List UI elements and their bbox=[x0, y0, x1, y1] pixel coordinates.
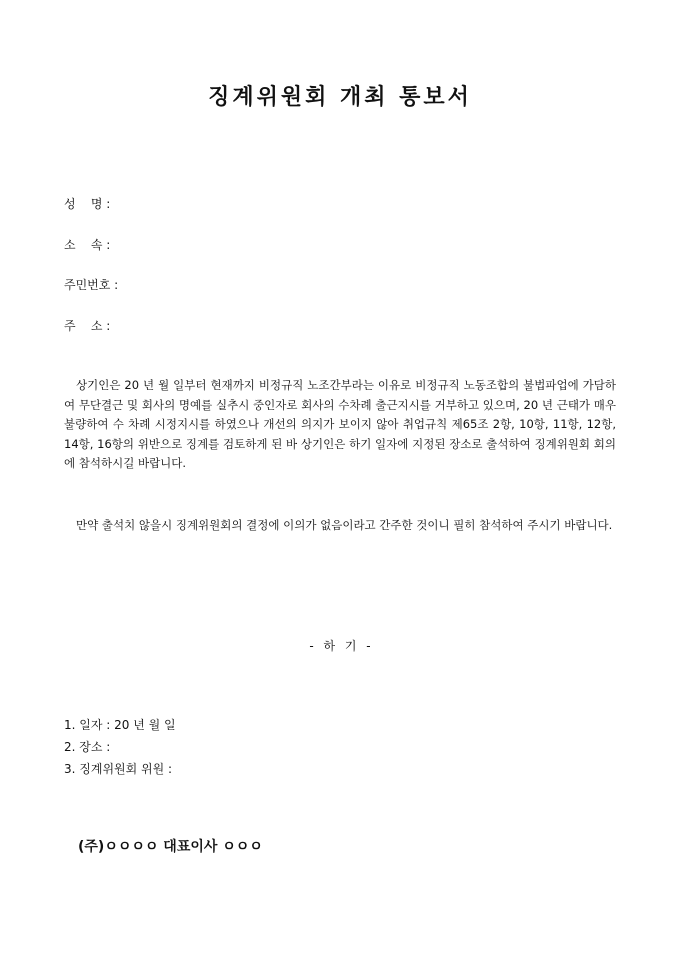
field-department-label: 소 속 : bbox=[64, 238, 111, 252]
field-department bbox=[64, 236, 120, 253]
body-paragraph-2: 만약 출석치 않을시 징계위원회의 결정에 이의가 없음이라고 간주한 것이니 필히 참석하여 주시기 바랍니다. bbox=[76, 518, 613, 532]
item-date: 1. 일자 : 20 년 월 일 bbox=[64, 718, 176, 732]
document-title: 징계위원회 개최 통보서 bbox=[208, 84, 472, 110]
signature: (주)ㅇㅇㅇㅇ 대표이사 ㅇㅇㅇ bbox=[78, 839, 263, 855]
field-name-label: 성 명 : bbox=[64, 197, 111, 211]
field-name bbox=[64, 195, 120, 212]
field-address bbox=[64, 317, 120, 334]
field-address-label: 주 소 : bbox=[64, 319, 111, 333]
body-paragraph-1: 상기인은 20 년 월 일부터 현재까지 비정규직 노조간부라는 이유로 비정규직 노동조합의 불법파업에 가담하여 무단결근 및 회사의 명예를 실추시 중인자로 회사의 수차례 출근지시를 거부하고 있으며, 20 년 근태가 매우 불량하여 수 차례 시정지시를 하였으나 개선의 의지가 보이지 않아 취업규칙 제65조 2항, 10항, 11항, 12항, 14항, 16항의 위반으로 징계를 검토하게 된 바 상기인은 하기 일자에 지정된 장소로 출석하여 징계위원회 회의에 참석하시길 바랍니다. bbox=[64, 378, 616, 470]
item-committee: 3. 징계위원회 위원 : bbox=[64, 762, 173, 776]
field-id-number bbox=[64, 276, 120, 293]
field-id-number-label: 주민번호 : bbox=[64, 278, 119, 292]
hagi-heading: - 하 기 - bbox=[309, 639, 371, 653]
item-place: 2. 장소 : bbox=[64, 740, 111, 754]
